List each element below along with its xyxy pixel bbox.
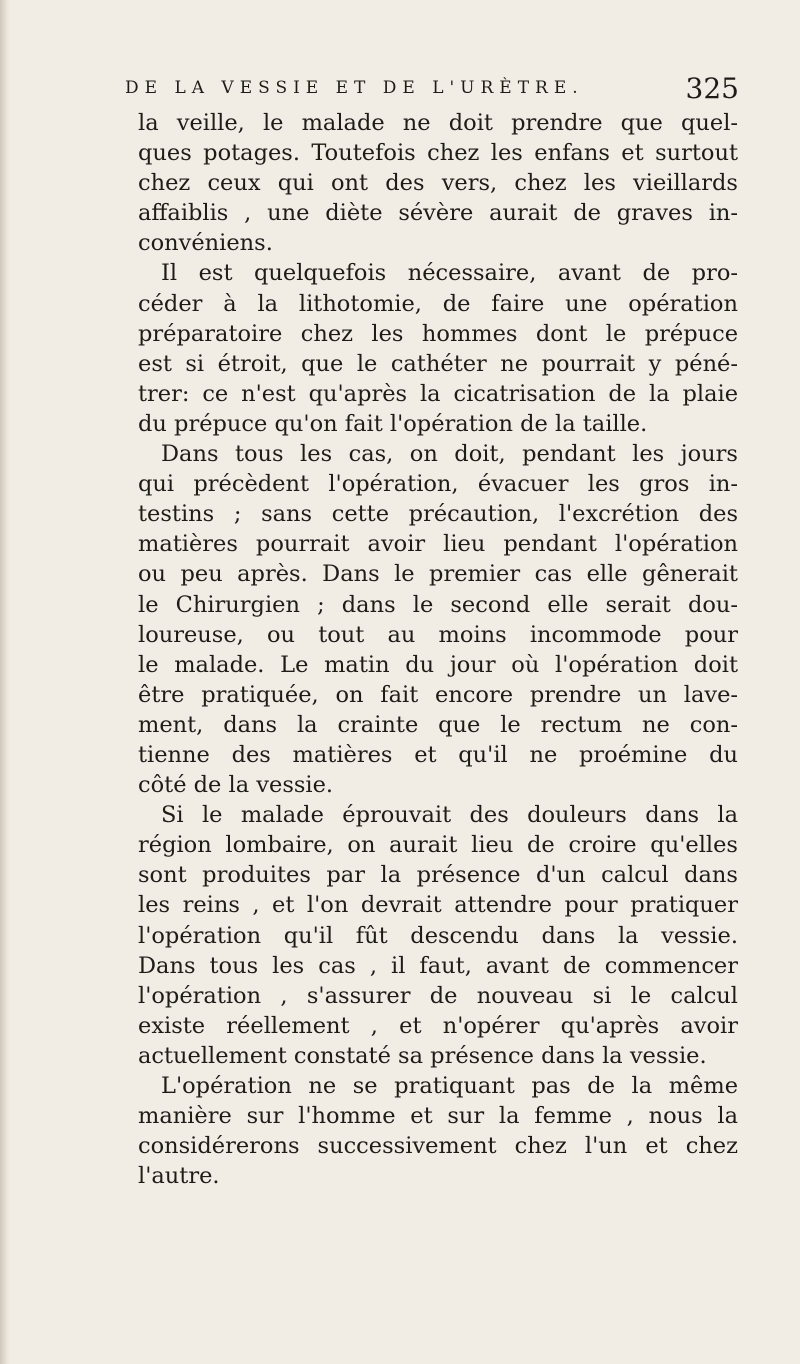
text-line: testins ; sans cette précaution, l'excrétion des bbox=[138, 501, 738, 528]
text-line: ou peu après. Dans le premier cas elle gênerait bbox=[138, 561, 738, 588]
running-head bbox=[125, 72, 739, 108]
text-line: préparatoire chez les hommes dont le prépuce bbox=[138, 320, 739, 347]
text-line: l'autre. bbox=[138, 1163, 220, 1190]
text-line: Si le malade éprouvait des douleurs dans la bbox=[161, 802, 739, 829]
text-line: trer: ce n'est qu'après la cicatrisation de la plaie bbox=[138, 380, 739, 407]
text-line: le malade. Le matin du jour où l'opération doit bbox=[138, 651, 738, 678]
text-line: du prépuce qu'on fait l'opération de la taille. bbox=[138, 410, 648, 437]
text-line: l'opération qu'il fût descendu dans la vessie. bbox=[138, 922, 738, 949]
text-line: existe réellement , et n'opérer qu'après avoir bbox=[138, 1012, 739, 1039]
text-line: Dans tous les cas , il faut, avant de commencer bbox=[138, 952, 738, 979]
body-text bbox=[138, 108, 738, 1191]
text-line: est si étroit, que le cathéter ne pourrait y péné- bbox=[138, 350, 738, 377]
text-line: matières pourrait avoir lieu pendant l'opération bbox=[138, 531, 739, 558]
text-line: qui précèdent l'opération, évacuer les gros in- bbox=[138, 471, 738, 498]
text-line: sont produites par la présence d'un calcul dans bbox=[138, 862, 738, 889]
text-line: côté de la vessie. bbox=[138, 772, 334, 799]
text-line: actuellement constaté sa présence dans la vessie. bbox=[138, 1042, 707, 1069]
text-line: être pratiquée, on fait encore prendre un lave- bbox=[138, 681, 739, 708]
text-line: céder à la lithotomie, de faire une opération bbox=[138, 290, 738, 317]
text-line: ment, dans la crainte que le rectum ne con- bbox=[138, 711, 738, 738]
text-line: loureuse, ou tout au moins incommode pour bbox=[138, 621, 738, 648]
text-line: tienne des matières et qu'il ne proémine du bbox=[138, 741, 738, 768]
page-number: 325 bbox=[685, 72, 739, 105]
text-line: convéniens. bbox=[138, 230, 273, 257]
text-line: l'opération , s'assurer de nouveau si le calcul bbox=[138, 982, 738, 1009]
text-line: Dans tous les cas, on doit, pendant les jours bbox=[161, 441, 738, 468]
text-line: les reins , et l'on devrait attendre pour pratiquer bbox=[138, 892, 738, 919]
running-head-title: DE LA VESSIE ET DE L'URÈTRE. bbox=[125, 78, 584, 98]
text-line: la veille, le malade ne doit prendre que quel- bbox=[138, 110, 738, 136]
text-line: considérerons successivement chez l'un et chez bbox=[138, 1133, 738, 1160]
text-line: affaiblis , une diète sévère aurait de graves in- bbox=[138, 200, 738, 227]
text-line: L'opération ne se pratiquant pas de la même bbox=[161, 1073, 739, 1099]
text-line: ques potages. Toutefois chez les enfans et surtout bbox=[138, 140, 738, 167]
text-line: manière sur l'homme et sur la femme , nous la bbox=[138, 1103, 739, 1130]
text-line: le Chirurgien ; dans le second elle serait dou- bbox=[138, 591, 738, 618]
text-line: chez ceux qui ont des vers, chez les vieillards bbox=[138, 170, 738, 197]
book-spine-shadow bbox=[0, 0, 10, 1364]
text-line: Il est quelquefois nécessaire, avant de pro- bbox=[161, 260, 738, 287]
text-line: région lombaire, on aurait lieu de croire qu'elles bbox=[138, 832, 738, 859]
